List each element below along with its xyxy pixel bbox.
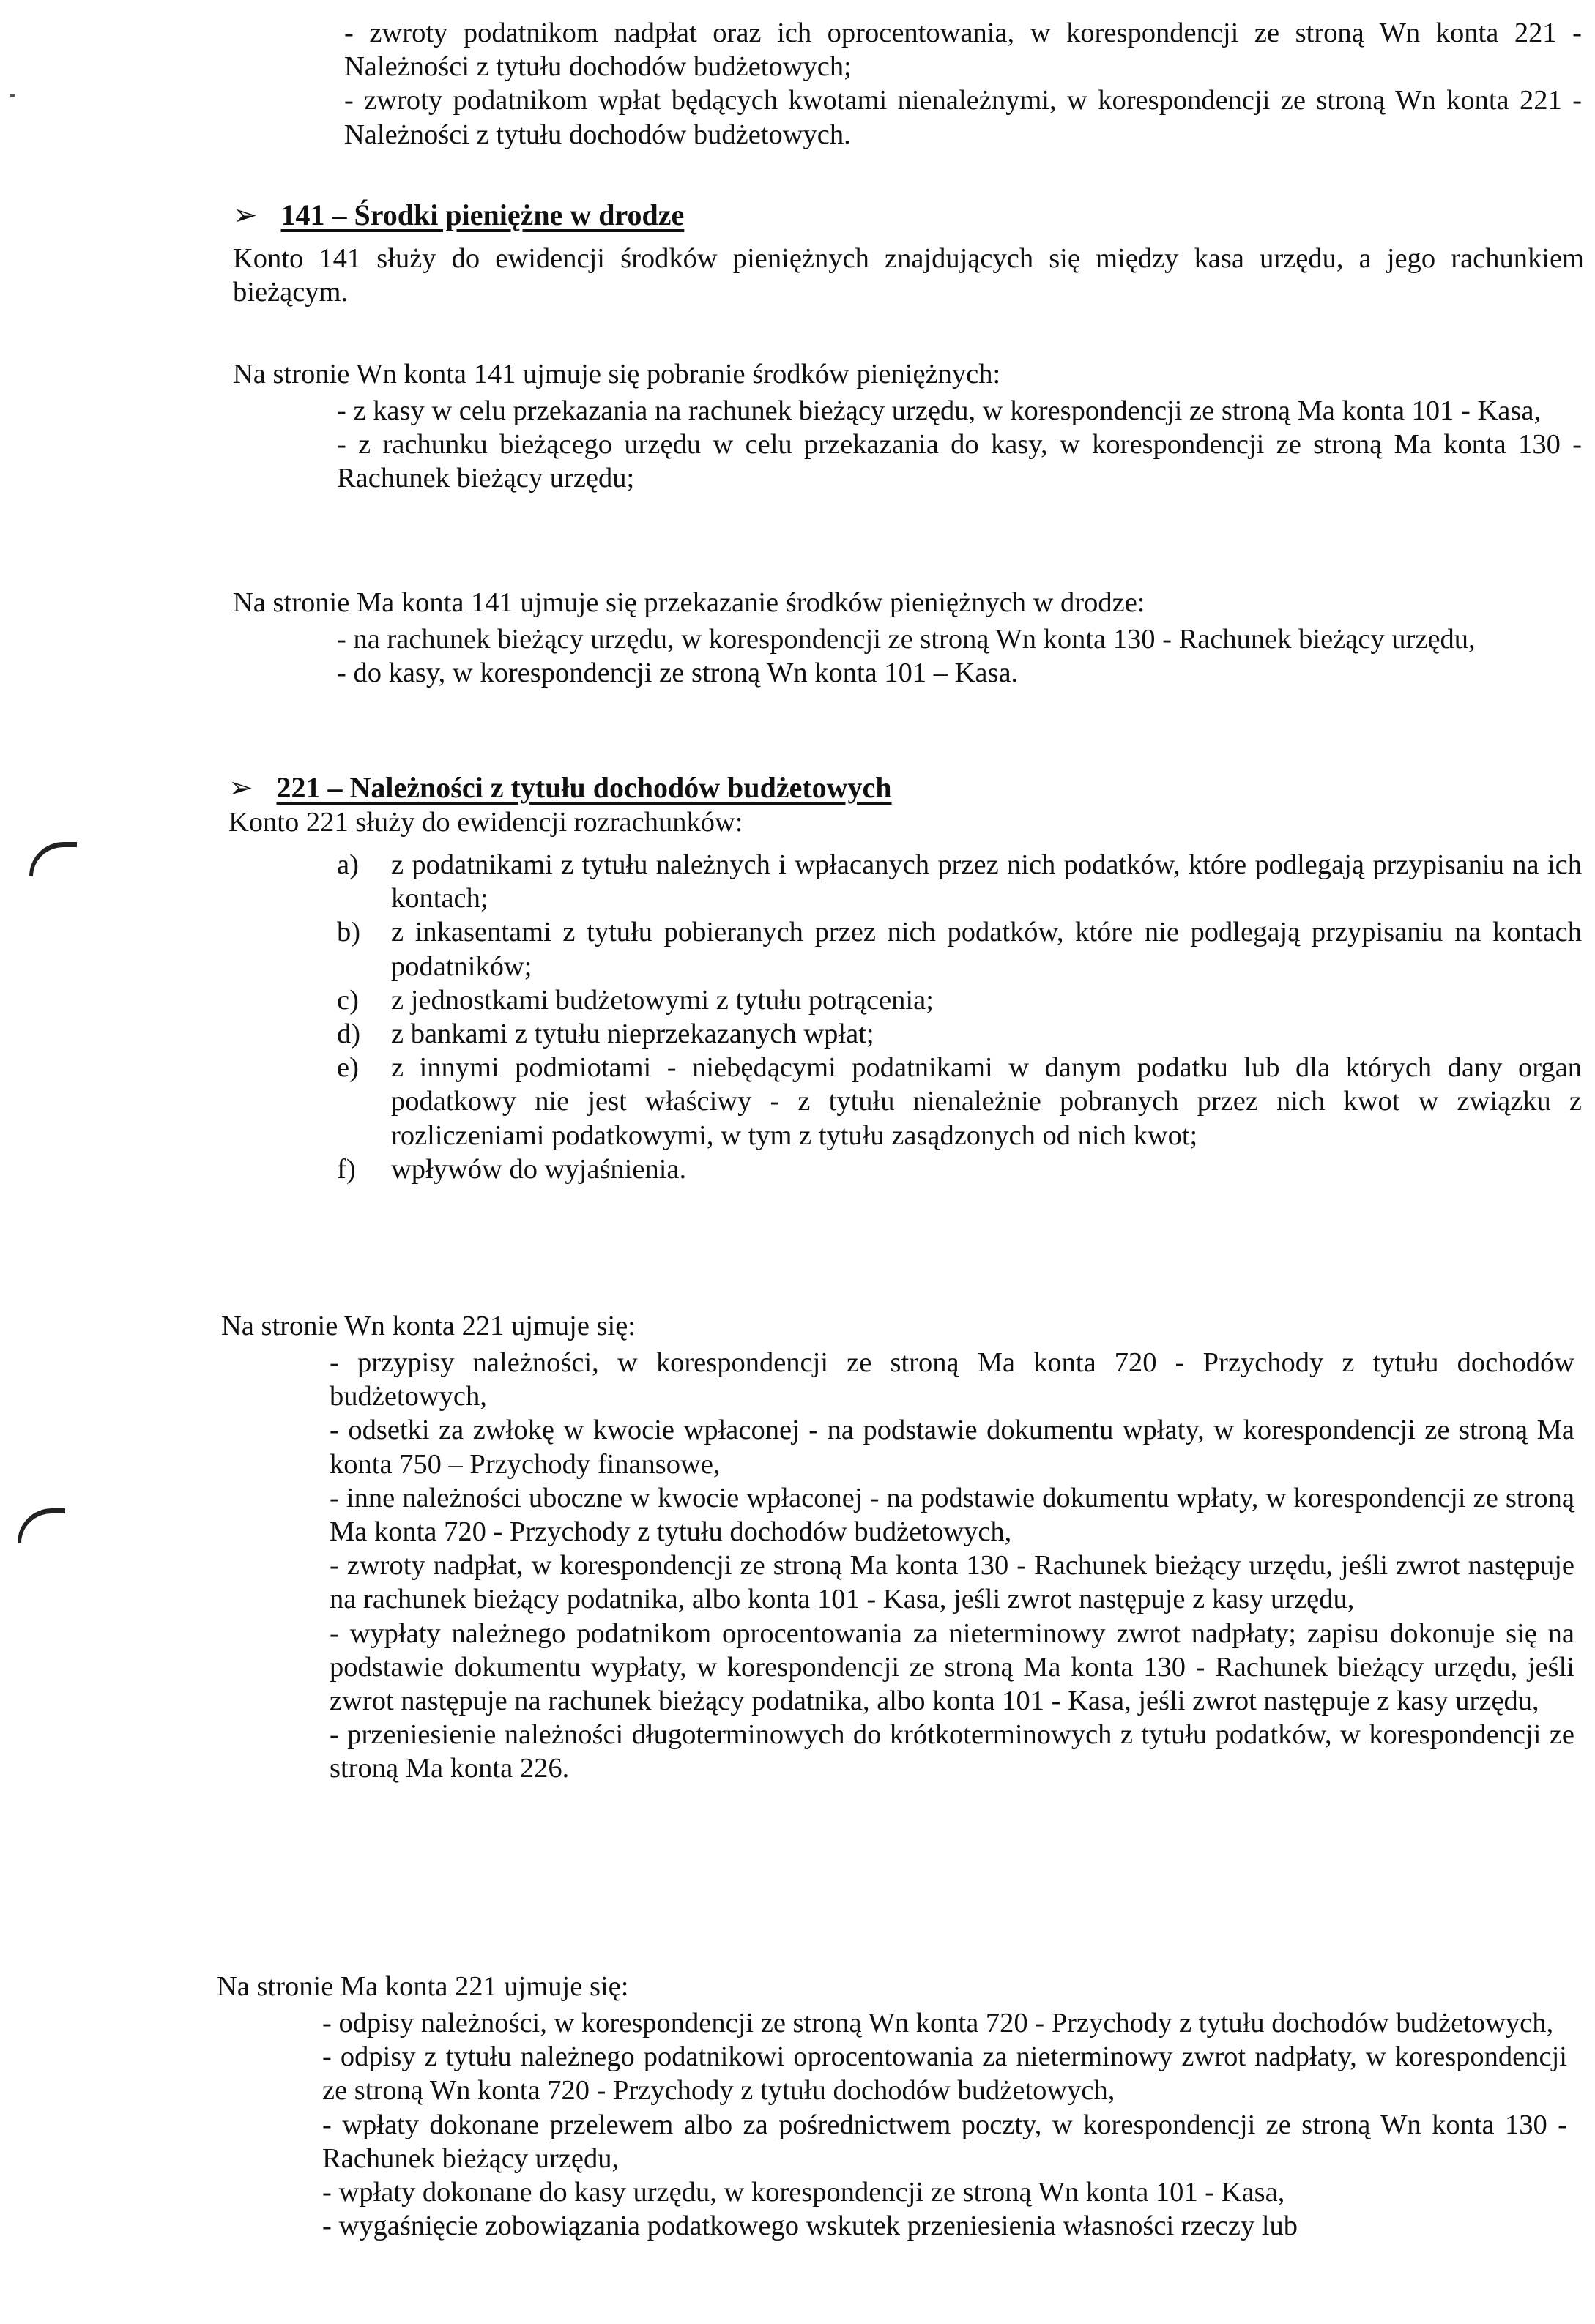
punch-hole-mark-lower (18, 1508, 65, 1543)
list-item (337, 1017, 1582, 1051)
section-221-title: 221 – Należności z tytułu dochodów budżetowych (276, 771, 892, 804)
top-continuation (344, 16, 1582, 152)
list-item (337, 983, 1582, 1017)
section-221-intro: Konto 221 służy do ewidencji rozrachunków: (228, 807, 743, 838)
section-221-letter-list (337, 848, 1582, 1186)
punch-hole-mark-upper (29, 842, 77, 876)
section-141-ma-items (337, 622, 1494, 690)
section-221-ma-items (322, 2006, 1567, 2243)
section-141-heading (233, 198, 684, 233)
list-item: - przypisy należności, w korespondencji ze stroną Ma konta 720 - Przychody z tytułu dochodów budżetowych, (330, 1347, 1574, 1412)
section-141-intro: Konto 141 służy do ewidencji środków pieniężnych znajdujących się między kasa urzędu, a jego rachunkiem bieżącym. (233, 243, 1584, 308)
list-item (337, 1152, 1582, 1186)
list-marker: e) (337, 1052, 359, 1084)
list-item: - wpłaty dokonane przelewem albo za pośrednictwem poczty, w korespondencji ze stroną Wn konta 130 - Rachunek bieżący urzędu, (322, 2109, 1567, 2174)
section-141-title: 141 – Środki pieniężne w drodze (280, 198, 685, 231)
list-text: wpływów do wyjaśnienia. (391, 1153, 687, 1185)
list-marker: b) (337, 917, 361, 948)
section-221-wn-items (330, 1346, 1574, 1785)
list-text: z bankami z tytułu nieprzekazanych wpłat; (391, 1018, 874, 1049)
list-item: - przeniesienie należności długoterminowych do krótkoterminowych z tytułu podatków, w korespondencji ze stroną Ma konta 226. (330, 1719, 1574, 1784)
section-141-ma-title: Na stronie Ma konta 141 ujmuje się przekazanie środków pieniężnych w drodze: (233, 587, 1145, 618)
list-item: - wypłaty należnego podatnikom oprocentowania za nieterminowy zwrot nadpłaty; zapisu dokonuje się na podstawie dokumentu wypłaty, w korespondencji ze stroną Ma konta 130 - Rachunek bieżący urzędu, jeśli zwrot następuje na rachunek bieżący podatnika, albo konta 101 - Kasa, jeśli zwrot następuje z kasy urzędu, (330, 1617, 1574, 1716)
section-221-heading (228, 770, 892, 805)
list-item: - do kasy, w korespondencji ze stroną Wn konta 101 – Kasa. (337, 658, 1019, 689)
arrow-bullet-icon: ➢ (233, 198, 258, 231)
scan-speck (10, 94, 15, 97)
list-item: - na rachunek bieżący urzędu, w korespondencji ze stroną Wn konta 130 - Rachunek bieżący urzędu, (337, 624, 1476, 655)
list-text: z jednostkami budżetowymi z tytułu potrącenia; (391, 984, 934, 1016)
list-item: - zwroty nadpłat, w korespondencji ze stroną Ma konta 130 - Rachunek bieżący urzędu, jeśli zwrot następuje na rachunek bieżący podatnika, albo konta 101 - Kasa, jeśli zwrot następuje z kasy urzędu, (330, 1550, 1574, 1615)
list-item: - odpisy z tytułu należnego podatnikowi oprocentowania za nieterminowy zwrot nadpłaty, w korespondencji ze stroną Wn konta 720 - Przychody z tytułu dochodów budżetowych, (322, 2041, 1567, 2107)
list-text: z podatnikami z tytułu należnych i wpłacanych przez nich podatków, które podlegają przypisaniu na ich kontach; (391, 849, 1582, 915)
list-item: - inne należności uboczne w kwocie wpłaconej - na podstawie dokumentu wpłaty, w korespondencji ze stroną Ma konta 720 - Przychody z tytułu dochodów budżetowych, (330, 1482, 1574, 1547)
top-line: - zwroty podatnikom nadpłat oraz ich oprocentowania, w korespondencji ze stroną Wn konta 221 - Należności z tytułu dochodów budżetowych; (344, 18, 1582, 83)
section-221-ma-title: Na stronie Ma konta 221 ujmuje się: (217, 1971, 629, 2002)
list-marker: a) (337, 849, 359, 880)
list-item (337, 1051, 1582, 1152)
list-marker: c) (337, 984, 359, 1016)
list-item: - z kasy w celu przekazania na rachunek bieżący urzędu, w korespondencji ze stroną Ma konta 101 - Kasa, (337, 395, 1542, 426)
list-marker: d) (337, 1018, 361, 1049)
arrow-bullet-icon: ➢ (228, 771, 253, 804)
list-item: - wpłaty dokonane do kasy urzędu, w korespondencji ze stroną Wn konta 101 - Kasa, (322, 2176, 1285, 2208)
list-marker: f) (337, 1153, 356, 1185)
section-221-wn-title: Na stronie Wn konta 221 ujmuje się: (221, 1311, 636, 1341)
list-item (337, 848, 1582, 915)
section-141-wn-title: Na stronie Wn konta 141 ujmuje się pobranie środków pieniężnych: (233, 359, 1001, 390)
list-text: z innymi podmiotami - niebędącymi podatnikami w danym podatku lub dla których dany organ podatkowy nie jest właściwy - z tytułu nienależnie pobranych przez nich kwot w związku z rozliczeniami podatkowymi, w tym z tytułu zasądzonych od nich kwot; (391, 1052, 1582, 1151)
list-item: - odpisy należności, w korespondencji ze stroną Wn konta 720 - Przychody z tytułu dochodów budżetowych, (322, 2008, 1554, 2038)
list-item (337, 915, 1582, 983)
list-text: z inkasentami z tytułu pobieranych przez nich podatków, które nie podlegają przypisaniu na kontach podatników; (391, 917, 1582, 982)
list-item: - odsetki za zwłokę w kwocie wpłaconej - na podstawie dokumentu wpłaty, w korespondencji ze stroną Ma konta 750 – Przychody finansowe, (330, 1415, 1574, 1480)
list-item: - z rachunku bieżącego urzędu w celu przekazania do kasy, w korespondencji ze stroną Ma konta 130 - Rachunek bieżący urzędu; (337, 429, 1582, 494)
top-line: - zwroty podatnikom wpłat będących kwotami nienależnymi, w korespondencji ze stroną Wn konta 221 - Należności z tytułu dochodów budżetowych. (344, 85, 1582, 150)
list-item: - wygaśnięcie zobowiązania podatkowego wskutek przeniesienia własności rzeczy lub (322, 2211, 1298, 2242)
section-141-wn-items (337, 394, 1582, 496)
